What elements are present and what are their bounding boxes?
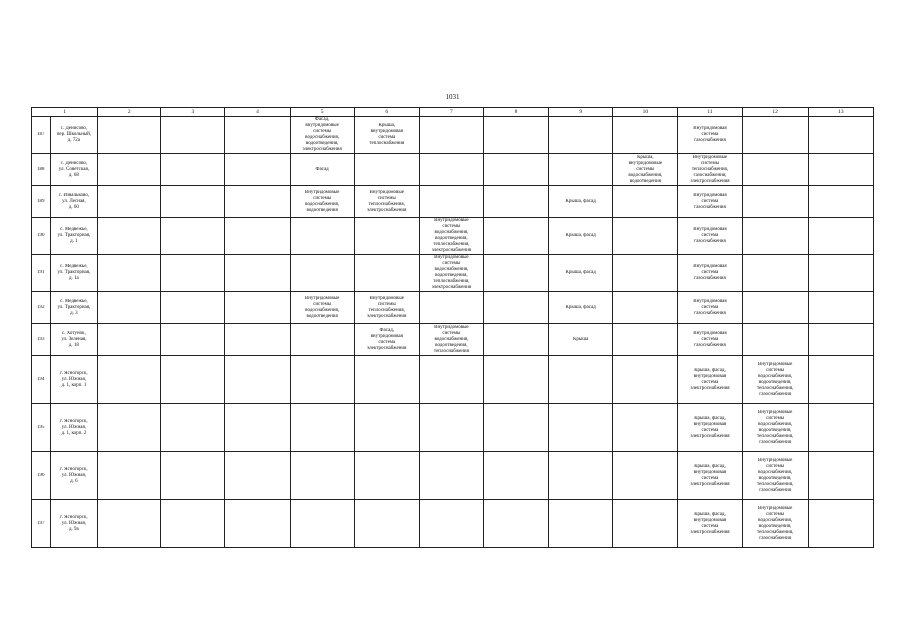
col-6-cell [354, 356, 419, 404]
cell-text: Внутридомовые системы водоснабжения, водоотведения, теплоснабжения, газоснабжения [757, 409, 794, 445]
col-10-cell [613, 292, 678, 324]
cell-text: Внутридомовая система газоснабжения [693, 330, 727, 348]
table-row [32, 218, 874, 255]
col-4-cell [225, 186, 290, 218]
col-13-cell [808, 324, 873, 356]
cell-text: с. Извальково, ул. Лесная, д. 60 [58, 192, 90, 210]
col-10-cell [613, 218, 678, 255]
column-number: 1 [32, 108, 98, 117]
col-3-cell [161, 324, 225, 356]
col-2-cell [98, 324, 161, 356]
cell-text: с. Медвежье, ул. Тракторная, д. 3 [57, 298, 91, 316]
cell-text: Крыша, внутридомовые системы водоснабжения, водоотведения [628, 154, 663, 184]
row-number [32, 218, 51, 255]
cell-text: Фасад [315, 166, 329, 172]
col-3-cell [161, 218, 225, 255]
col-6-cell [354, 186, 419, 218]
col-2-cell [98, 404, 161, 452]
cell-text: с. Медвежье, ул. Тракторная, д. 1 [57, 227, 91, 244]
column-number: 13 [808, 108, 873, 117]
col-3-cell [161, 500, 225, 548]
col-8-cell [483, 154, 548, 186]
col-13-cell [808, 218, 873, 255]
col-11-cell [678, 324, 742, 356]
col-5-cell [290, 452, 354, 500]
cell-text: г. Ясногорск, ул. Южная, д. 6 [60, 466, 88, 484]
cell-text: Внутридомовые системы водоснабжения, водоотведения, теплоснабжения, газоснабжения [757, 457, 794, 493]
col-2-cell [98, 117, 161, 154]
col-11-cell [678, 186, 742, 218]
col-5-cell [290, 356, 354, 404]
table-row [32, 186, 874, 218]
col-6-cell [354, 452, 419, 500]
col-8-cell [483, 218, 548, 255]
col-12-cell [742, 452, 808, 500]
address-cell [50, 186, 98, 218]
column-number: 7 [419, 108, 483, 117]
col-8-cell [483, 292, 548, 324]
column-number: 9 [549, 108, 613, 117]
col-5-cell [290, 500, 354, 548]
repair-schedule-table [31, 107, 874, 548]
col-12-cell [742, 117, 808, 154]
row-number [32, 356, 51, 404]
col-3-cell [161, 404, 225, 452]
col-5-cell [290, 186, 354, 218]
col-3-cell [161, 117, 225, 154]
col-7-cell [419, 218, 483, 255]
col-9-cell [549, 154, 613, 186]
table-row [32, 117, 874, 154]
cell-text: Крыша [573, 336, 589, 342]
cell-text: Внутридомовая система газоснабжения [693, 298, 727, 316]
col-4-cell [225, 218, 290, 255]
col-9-cell [549, 218, 613, 255]
col-2-cell [98, 452, 161, 500]
col-13-cell [808, 292, 873, 324]
cell-text: 197 [37, 520, 45, 526]
col-10-cell [613, 324, 678, 356]
col-4-cell [225, 292, 290, 324]
col-4-cell [225, 356, 290, 404]
cell-text: Крыша, фасад, внутридомовая система электроснабжения [690, 367, 730, 391]
cell-text: г. Ясногорск, ул. Южная, д. 9а [60, 514, 88, 532]
cell-text: Крыша, фасад [565, 304, 596, 310]
cell-text: 193 [37, 336, 45, 342]
col-2-cell [98, 186, 161, 218]
table-row [32, 452, 874, 500]
address-cell [50, 292, 98, 324]
cell-text: 196 [37, 472, 45, 478]
col-10-cell [613, 117, 678, 154]
cell-text: Внутридомовые системы водоснабжения, водоотведения, теплоснабжения [433, 324, 469, 354]
cell-text: 192 [37, 304, 45, 310]
col-13-cell [808, 117, 873, 154]
col-6-cell [354, 154, 419, 186]
col-2-cell [98, 356, 161, 404]
row-number [32, 500, 51, 548]
col-7-cell [419, 292, 483, 324]
col-7-cell [419, 255, 483, 292]
col-4-cell [225, 404, 290, 452]
cell-text: 194 [37, 376, 45, 382]
col-10-cell [613, 186, 678, 218]
col-12-cell [742, 404, 808, 452]
col-9-cell [549, 117, 613, 154]
col-11-cell [678, 500, 742, 548]
col-9-cell [549, 292, 613, 324]
col-4-cell [225, 452, 290, 500]
col-3-cell [161, 292, 225, 324]
col-11-cell [678, 154, 742, 186]
table-row [32, 500, 874, 548]
col-13-cell [808, 186, 873, 218]
col-10-cell [613, 404, 678, 452]
col-8-cell [483, 404, 548, 452]
cell-text: Крыша, фасад [565, 270, 596, 275]
row-number [32, 117, 51, 154]
cell-text: 195 [37, 424, 45, 430]
col-2-cell [98, 292, 161, 324]
address-cell [50, 117, 98, 154]
col-5-cell [290, 255, 354, 292]
column-number: 10 [613, 108, 678, 117]
address-cell [50, 452, 98, 500]
col-13-cell [808, 404, 873, 452]
col-5-cell [290, 117, 354, 154]
col-8-cell [483, 255, 548, 292]
cell-text: с. Денисово, пер. Школьный, д. 72а [56, 126, 92, 143]
col-7-cell [419, 404, 483, 452]
col-2-cell [98, 500, 161, 548]
address-cell [50, 500, 98, 548]
col-3-cell [161, 452, 225, 500]
col-7-cell [419, 500, 483, 548]
col-10-cell [613, 452, 678, 500]
col-8-cell [483, 452, 548, 500]
col-6-cell [354, 324, 419, 356]
col-11-cell [678, 404, 742, 452]
column-number: 12 [742, 108, 808, 117]
col-9-cell [549, 452, 613, 500]
col-6-cell [354, 292, 419, 324]
cell-text: 191 [37, 270, 45, 275]
col-3-cell [161, 255, 225, 292]
col-2-cell [98, 218, 161, 255]
cell-text: Внутридомовая система газоснабжения [693, 126, 727, 143]
cell-text: с. Медвежье, ул. Тракторная, д. 1а [57, 264, 91, 281]
col-5-cell [290, 218, 354, 255]
row-number [32, 324, 51, 356]
col-7-cell [419, 117, 483, 154]
cell-text: Крыша, фасад, внутридомовая система электроснабжения [690, 511, 730, 535]
column-number-row [32, 108, 874, 117]
table-row [32, 356, 874, 404]
column-number: 8 [483, 108, 548, 117]
col-5-cell [290, 154, 354, 186]
col-7-cell [419, 324, 483, 356]
col-6-cell [354, 117, 419, 154]
col-9-cell [549, 324, 613, 356]
cell-text: Внутридомовые системы водоснабжения, водоотведения [304, 189, 340, 213]
address-cell [50, 255, 98, 292]
column-number: 5 [290, 108, 354, 117]
col-6-cell [354, 218, 419, 255]
col-11-cell [678, 356, 742, 404]
column-number: 6 [354, 108, 419, 117]
col-12-cell [742, 292, 808, 324]
table-row [32, 292, 874, 324]
col-10-cell [613, 500, 678, 548]
col-8-cell [483, 356, 548, 404]
col-12-cell [742, 500, 808, 548]
cell-text: с. Хотунок, ул. Зеленая, д. 18 [61, 330, 87, 348]
col-11-cell [678, 117, 742, 154]
cell-text: Внутридомовая система газоснабжения [693, 264, 727, 281]
cell-text: Крыша, внутридомовая система теплоснабжения [369, 123, 405, 146]
col-13-cell [808, 500, 873, 548]
table-row [32, 255, 874, 292]
col-6-cell [354, 255, 419, 292]
table-row [32, 404, 874, 452]
cell-text: 190 [37, 233, 45, 238]
cell-text: г. Ясногорск, ул. Южная, д. 1, корп. 1 [60, 370, 88, 388]
col-13-cell [808, 356, 873, 404]
cell-text: Внутридомовая система газоснабжения [693, 192, 727, 210]
cell-text: 189 [37, 198, 45, 204]
col-7-cell [419, 356, 483, 404]
col-3-cell [161, 356, 225, 404]
col-2-cell [98, 255, 161, 292]
col-10-cell [613, 154, 678, 186]
col-9-cell [549, 356, 613, 404]
col-10-cell [613, 356, 678, 404]
col-8-cell [483, 324, 548, 356]
cell-text: Внутридомовая система газоснабжения [693, 227, 727, 244]
cell-text: 188 [37, 166, 45, 172]
col-12-cell [742, 255, 808, 292]
row-number [32, 452, 51, 500]
cell-text: Крыша, фасад, внутридомовая система электроснабжения [690, 463, 730, 487]
cell-text: Внутридомовые системы водоснабжения, водоотведения, теплоснабжения, газоснабжения [757, 361, 794, 397]
col-9-cell [549, 404, 613, 452]
address-cell [50, 324, 98, 356]
cell-text: Внутридомовые системы теплоснабжения, газоснабжения, электроснабжения [690, 154, 730, 184]
cell-text: Крыша, фасад [565, 198, 596, 204]
table-row [32, 324, 874, 356]
col-3-cell [161, 186, 225, 218]
col-5-cell [290, 324, 354, 356]
cell-text: Внутридомовые системы водоснабжения, водоотведения [304, 295, 340, 319]
col-3-cell [161, 154, 225, 186]
column-number: 3 [161, 108, 225, 117]
cell-text: Внутридомовые системы водоснабжения, водоотведения, теплоснабжения, электроснабжения [431, 218, 472, 253]
column-number: 2 [98, 108, 161, 117]
col-4-cell [225, 255, 290, 292]
col-7-cell [419, 186, 483, 218]
col-12-cell [742, 356, 808, 404]
col-12-cell [742, 186, 808, 218]
col-4-cell [225, 154, 290, 186]
address-cell [50, 356, 98, 404]
column-number: 4 [225, 108, 290, 117]
col-13-cell [808, 154, 873, 186]
col-11-cell [678, 218, 742, 255]
cell-text: 187 [37, 132, 45, 137]
col-11-cell [678, 292, 742, 324]
row-number [32, 154, 51, 186]
page-number: 1031 [445, 93, 460, 101]
cell-text: Фасад, внутридомовая система электроснабжения [367, 327, 407, 351]
col-9-cell [549, 500, 613, 548]
row-number [32, 404, 51, 452]
col-8-cell [483, 117, 548, 154]
col-9-cell [549, 255, 613, 292]
col-13-cell [808, 452, 873, 500]
col-9-cell [549, 186, 613, 218]
col-11-cell [678, 452, 742, 500]
address-cell [50, 154, 98, 186]
col-10-cell [613, 255, 678, 292]
col-12-cell [742, 154, 808, 186]
cell-text: Внутридомовые системы водоснабжения, водоотведения, теплоснабжения, газоснабжения [757, 505, 794, 541]
address-cell [50, 404, 98, 452]
cell-text: Фасад, внутридомовые системы водоснабжения, водоотведения, электроснабжения [302, 117, 342, 152]
table-row [32, 154, 874, 186]
col-4-cell [225, 117, 290, 154]
cell-text: Крыша, фасад, внутридомовая система электроснабжения [690, 415, 730, 439]
col-13-cell [808, 255, 873, 292]
table-body [32, 117, 874, 548]
col-5-cell [290, 292, 354, 324]
cell-text: Внутридомовые системы водоснабжения, водоотведения, теплоснабжения, электроснабжения [431, 255, 472, 290]
column-number: 11 [678, 108, 742, 117]
col-5-cell [290, 404, 354, 452]
col-6-cell [354, 404, 419, 452]
col-6-cell [354, 500, 419, 548]
cell-text: Внутридомовые системы теплоснабжения, электроснабжения [367, 295, 407, 319]
row-number [32, 186, 51, 218]
cell-text: Крыша, фасад [565, 233, 596, 238]
cell-text: г. Ясногорск, ул. Южная, д. 1, корп. 2 [60, 418, 88, 436]
col-4-cell [225, 324, 290, 356]
col-12-cell [742, 218, 808, 255]
col-2-cell [98, 154, 161, 186]
col-7-cell [419, 154, 483, 186]
address-cell [50, 218, 98, 255]
cell-text: Внутридомовые системы теплоснабжения, электроснабжения [367, 189, 407, 213]
row-number [32, 292, 51, 324]
col-8-cell [483, 186, 548, 218]
row-number [32, 255, 51, 292]
col-12-cell [742, 324, 808, 356]
col-8-cell [483, 500, 548, 548]
col-11-cell [678, 255, 742, 292]
col-4-cell [225, 500, 290, 548]
cell-text: с. Денисово, ул. Советская, д. 68 [58, 160, 90, 178]
col-7-cell [419, 452, 483, 500]
